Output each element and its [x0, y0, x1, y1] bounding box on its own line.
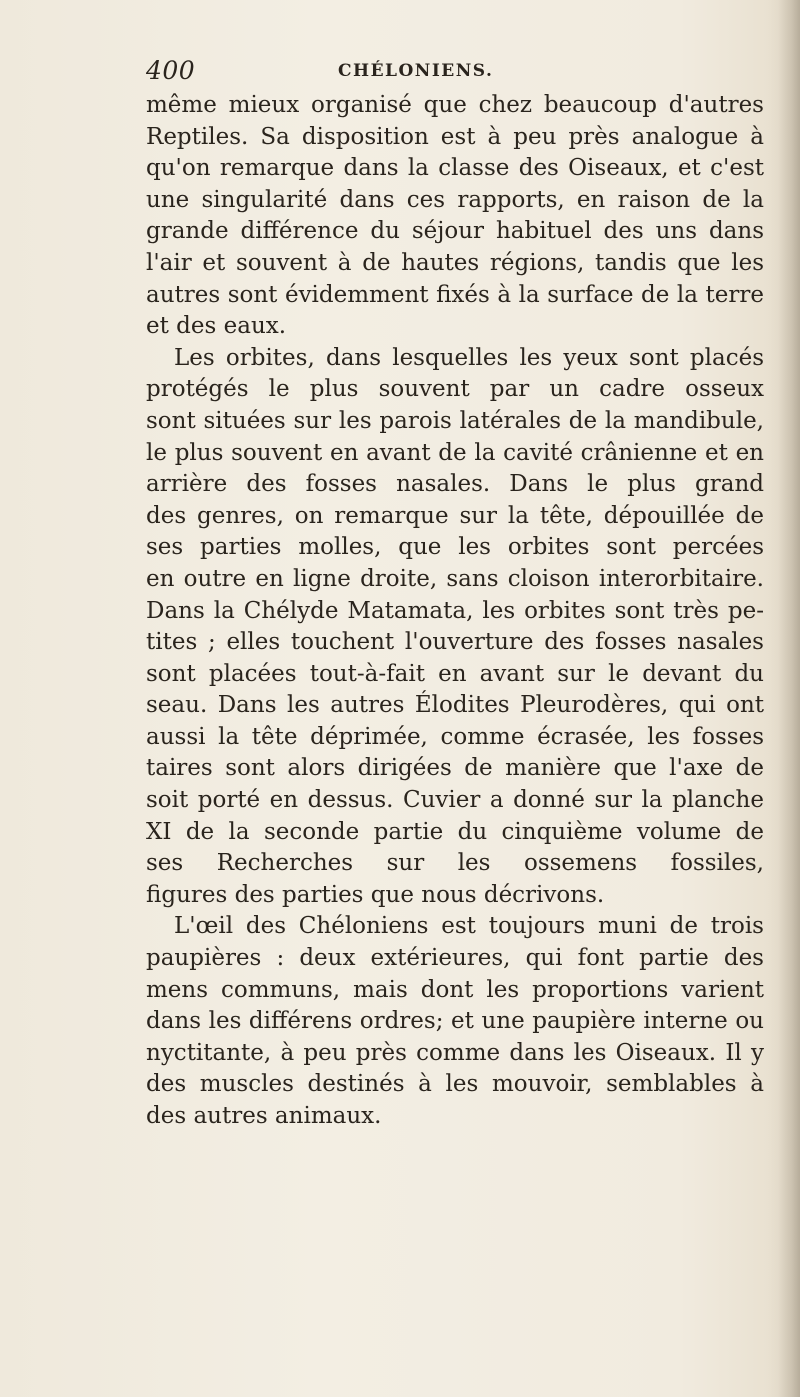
text-line: dans les différens ordres; et une paupière interne ou	[146, 1008, 764, 1035]
text-line: protégés le plus souvent par un cadre osseux	[146, 376, 764, 403]
text-line: sont situées sur les parois latérales de la mandibule,	[146, 407, 764, 434]
running-title: CHÉLONIENS.	[338, 61, 494, 81]
page-edge-shadow	[778, 0, 800, 1397]
text-line: sont placées tout-à-fait en avant sur le devant du	[146, 660, 764, 687]
text-line: seau. Dans les autres Élodites Pleurodères, qui ont	[146, 692, 764, 719]
text-line: XI de la seconde partie du cinquième volume de	[146, 818, 764, 845]
body-text	[146, 90, 766, 1133]
text-line: tites ; elles touchent l'ouverture des fosses nasales	[146, 629, 764, 656]
page-number: 400	[146, 56, 196, 85]
text-line: taires sont alors dirigées de manière que l'axe de	[146, 755, 764, 782]
text-line: aussi la tête déprimée, comme écrasée, les fosses	[146, 723, 764, 750]
text-line: l'air et souvent à de hautes régions, tandis que les	[146, 249, 764, 276]
page-header	[146, 56, 736, 90]
text-line: qu'on remarque dans la classe des Oiseaux, et c'est	[146, 155, 764, 182]
paragraph-start-line: L'œil des Chéloniens est toujours muni de trois	[174, 913, 764, 940]
text-line: des autres animaux.	[146, 1103, 382, 1129]
text-line: autres sont évidemment fixés à la surface de la terre	[146, 281, 764, 308]
text-line: grande différence du séjour habituel des uns dans	[146, 218, 764, 245]
text-line: nyctitante, à peu près comme dans les Oiseaux. Il y	[146, 1039, 764, 1066]
text-line: et des eaux.	[146, 313, 287, 340]
text-line: une singularité dans ces rapports, en raison de la	[146, 186, 764, 213]
text-line: soit porté en dessus. Cuvier a donné sur la planche	[146, 787, 764, 814]
text-line: ses parties molles, que les orbites sont percées	[146, 534, 764, 561]
text-line: Reptiles. Sa disposition est à peu près analogue à	[146, 123, 764, 150]
text-line: même mieux organisé que chez beaucoup d'autres	[146, 92, 764, 118]
text-line: des genres, on remarque sur la tête, dépouillée de	[146, 502, 764, 529]
text-line: paupières : deux extérieures, qui font partie des	[146, 945, 764, 972]
text-line: le plus souvent en avant de la cavité crânienne et en	[146, 439, 764, 466]
text-line: figures des parties que nous décrivons.	[146, 881, 605, 908]
text-line: arrière des fosses nasales. Dans le plus grand	[146, 471, 764, 498]
text-line: mens communs, mais dont les proportions varient	[146, 976, 764, 1003]
text-line: ses Recherches sur les ossemens fossiles,	[146, 850, 764, 877]
text-line: en outre en ligne droite, sans cloison interorbitaire.	[146, 565, 764, 592]
text-line: Dans la Chélyde Matamata, les orbites sont très pe-	[146, 597, 764, 624]
text-line: des muscles destinés à les mouvoir, semblables à	[146, 1071, 764, 1098]
paragraph-start-line: Les orbites, dans lesquelles les yeux sont placés	[174, 344, 764, 371]
